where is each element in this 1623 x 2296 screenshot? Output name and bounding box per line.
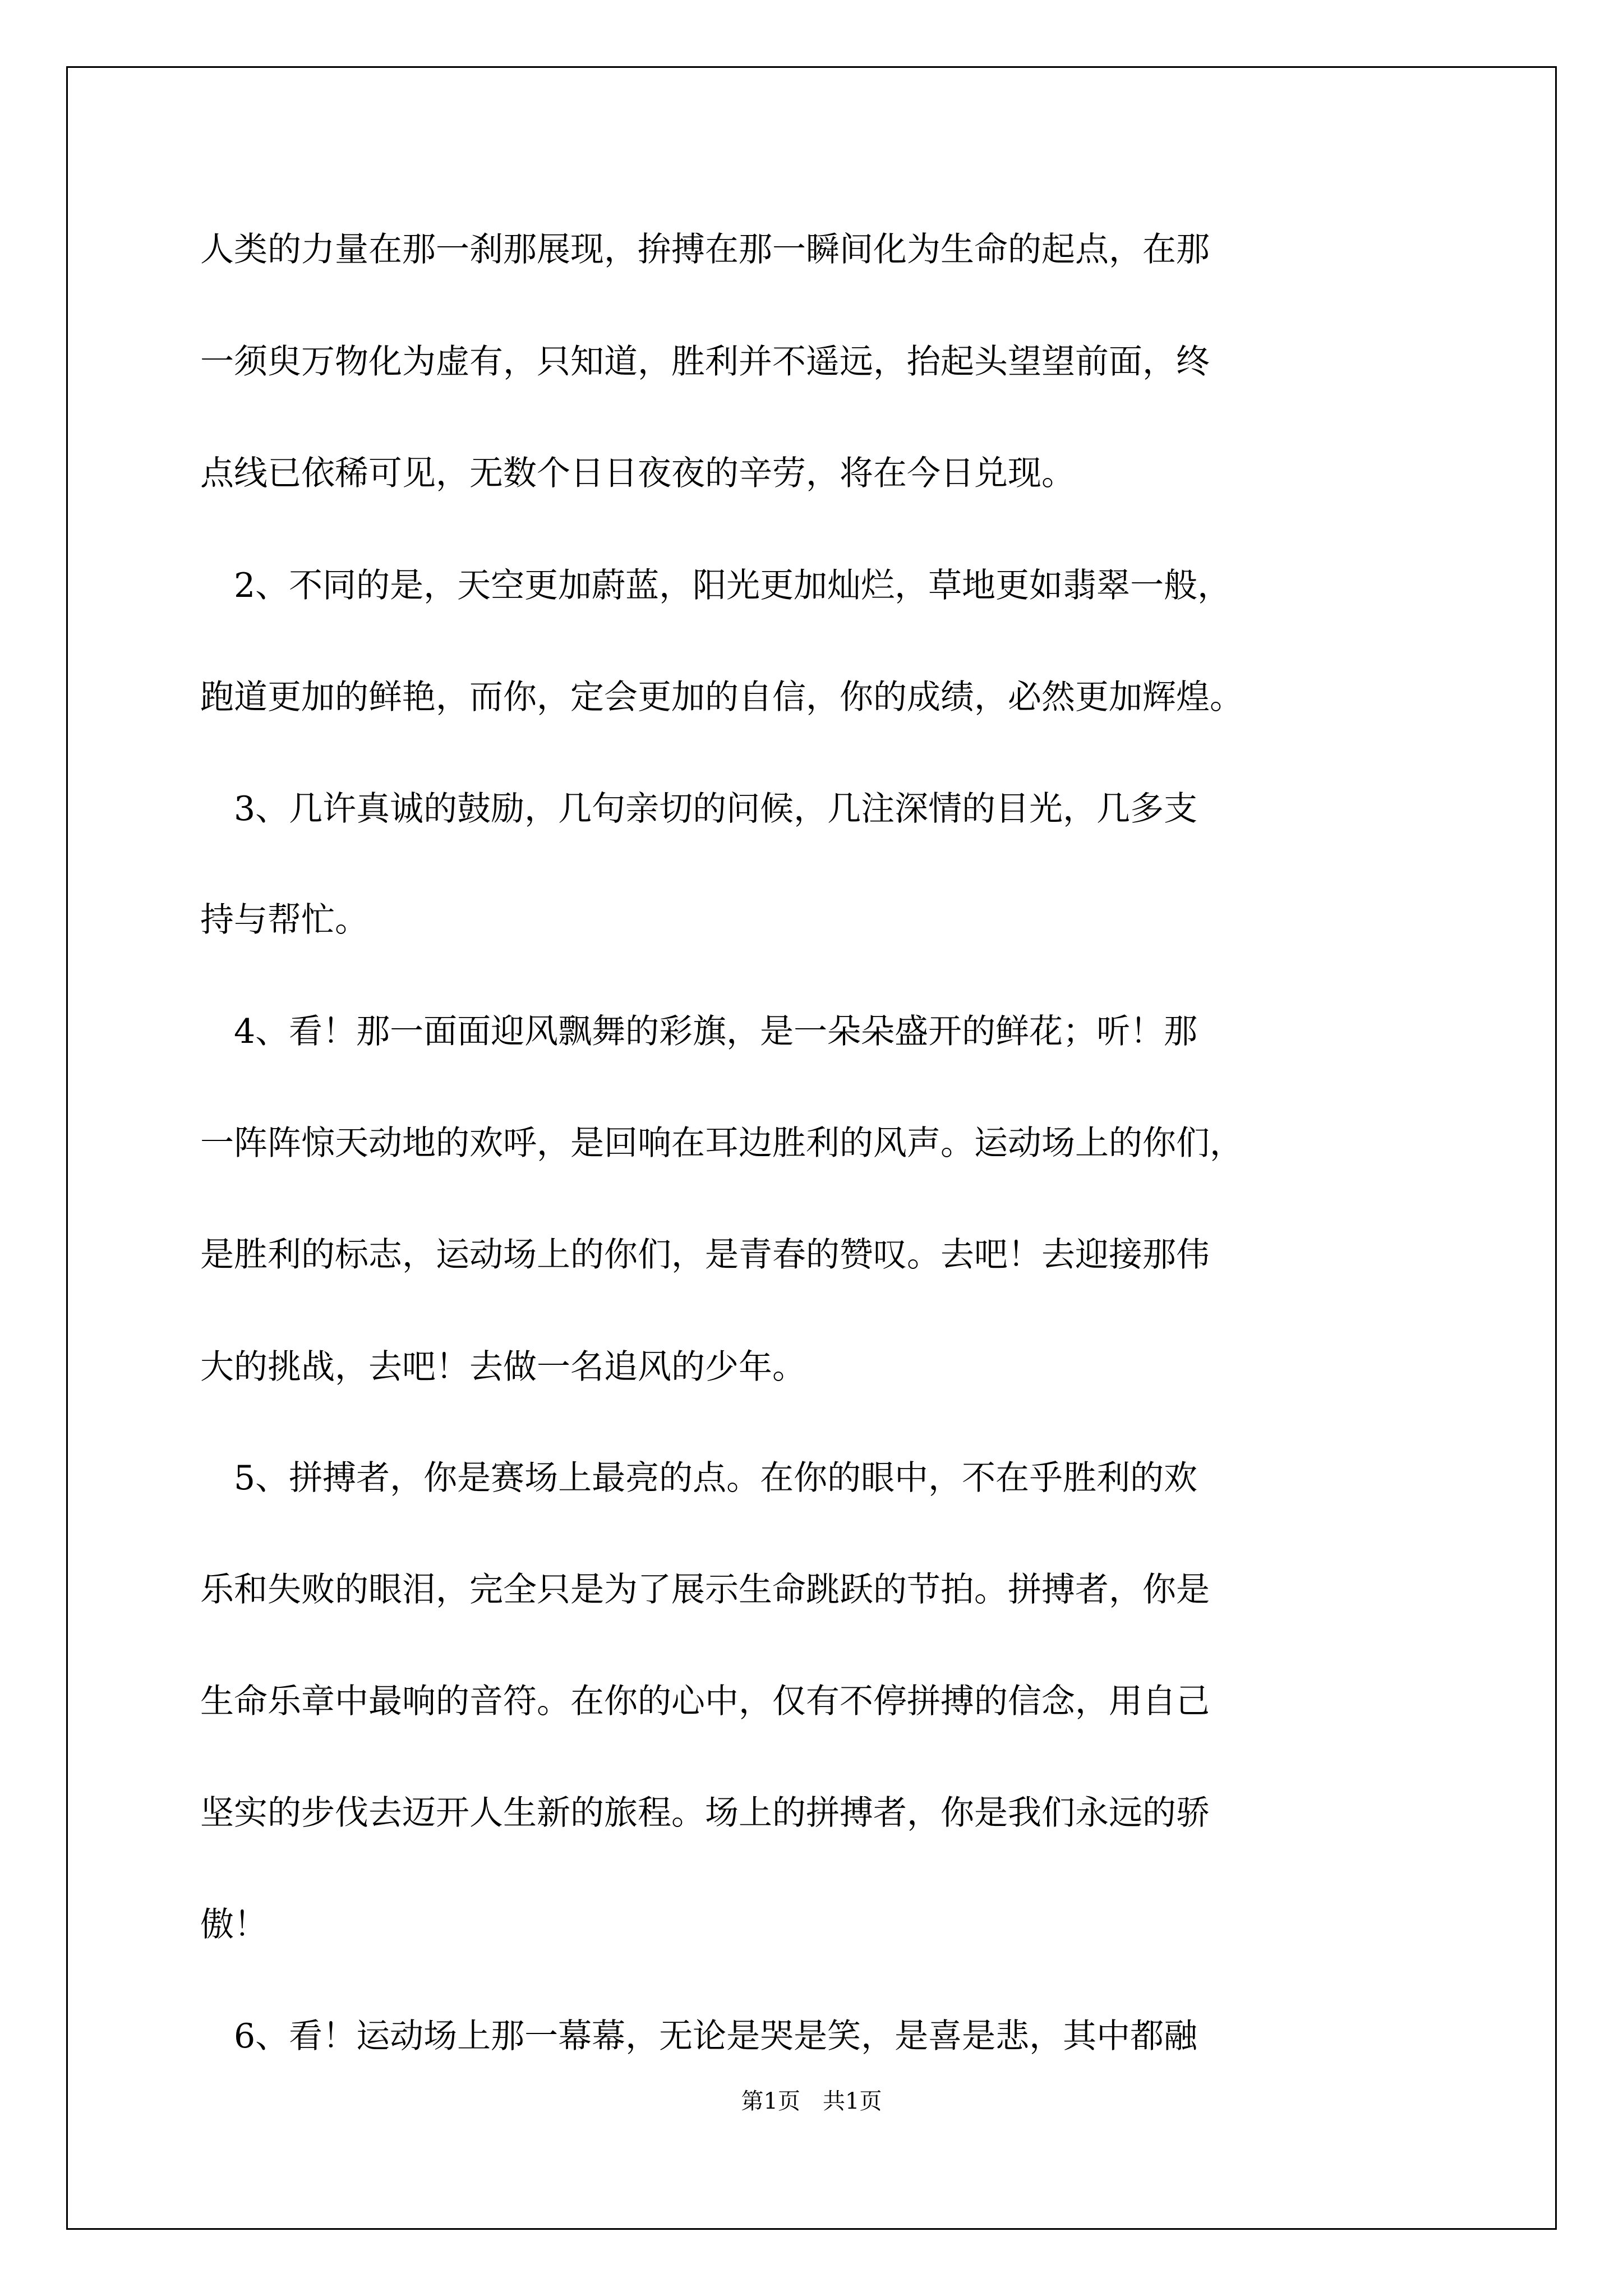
text-line: 4、看！那一面面迎风飘舞的彩旗，是一朵朵盛开的鲜花；听！那 <box>200 1012 1198 1051</box>
text-line: 3、几许真诚的鼓励，几句亲切的问候，几注深情的目光，几多支 <box>200 789 1198 829</box>
text-line: 一须臾万物化为虚有，只知道，胜利并不遥远，抬起头望望前面，终 <box>200 342 1210 381</box>
text-line: 生命乐章中最响的音符。在你的心中，仅有不停拼搏的信念，用自己 <box>200 1682 1210 1721</box>
text-line: 5、拼搏者，你是赛场上最亮的点。在你的眼中，不在乎胜利的欢 <box>200 1458 1198 1498</box>
text-line: 一阵阵惊天动地的欢呼，是回响在耳边胜利的风声。运动场上的你们， <box>200 1124 1243 1163</box>
text-line: 是胜利的标志，运动场上的你们，是青春的赞叹。去吧！去迎接那伟 <box>200 1235 1210 1274</box>
text-line: 乐和失败的眼泪，完全只是为了展示生命跳跃的节拍。拼搏者，你是 <box>200 1570 1210 1609</box>
text-line: 人类的力量在那一刹那展现，拚搏在那一瞬间化为生命的起点，在那 <box>200 230 1210 269</box>
text-line: 点线已依稀可见，无数个日日夜夜的辛劳，将在今日兑现。 <box>200 454 1075 493</box>
text-line: 坚实的步伐去迈开人生新的旅程。场上的拼搏者，你是我们永远的骄 <box>200 1793 1210 1833</box>
text-line: 跑道更加的鲜艳，而你，定会更加的自信，你的成绩，必然更加辉煌。 <box>200 678 1243 717</box>
text-line: 傲！ <box>200 1905 268 1944</box>
text-line: 6、看！运动场上那一幕幕，无论是哭是笑，是喜是悲，其中都融 <box>200 2017 1198 2056</box>
text-line: 持与帮忙。 <box>200 900 368 940</box>
text-line: 2、不同的是，天空更加蔚蓝，阳光更加灿烂，草地更如翡翠一般， <box>200 566 1232 605</box>
page-footer: 第1页 共1页 <box>741 2088 882 2114</box>
text-line: 大的挑战，去吧！去做一名追风的少年。 <box>200 1347 806 1387</box>
